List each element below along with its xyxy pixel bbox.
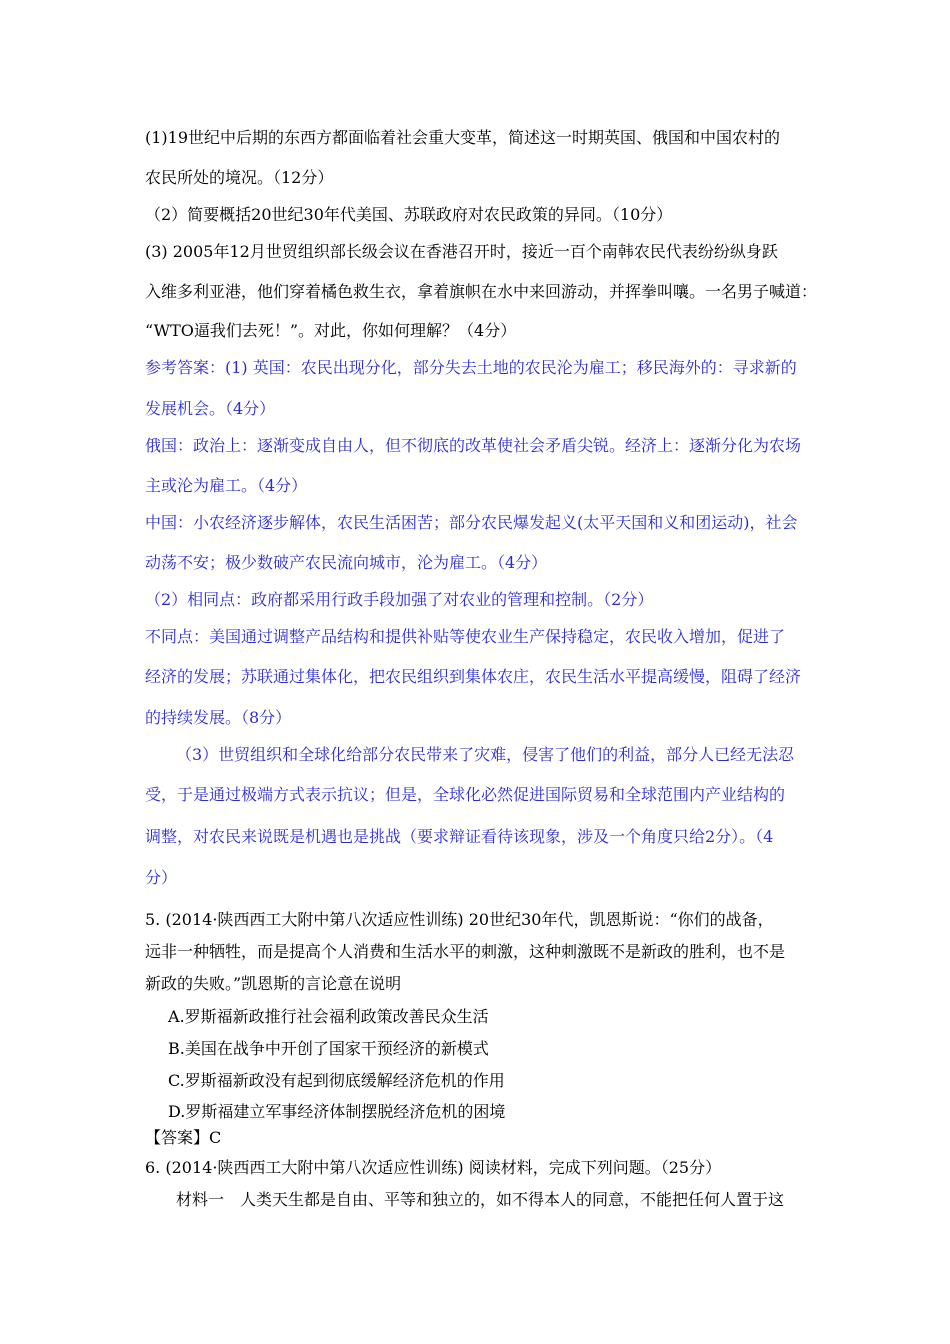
- answer-2-difference-line-3: 的持续发展。（8分）: [145, 708, 292, 727]
- question-2-line: （2）简要概括20世纪30年代美国、苏联政府对农民政策的异同。（10分）: [145, 205, 673, 224]
- option-b: B.美国在战争中开创了国家干预经济的新模式: [168, 1039, 489, 1058]
- answer-3-line-2: 受，于是通过极端方式表示抗议；但是，全球化必然促进国际贸易和全球范围内产业结构的: [145, 785, 786, 804]
- answer-1-england-line-2: 发展机会。（4分）: [145, 399, 276, 418]
- question-5-line-1: 5. (2014·陕西西工大附中第八次适应性训练) 20世纪30年代，凯恩斯说：“你们的战备，: [145, 910, 774, 929]
- answer-1-china-line-1: 中国：小农经济逐步解体，农民生活困苦；部分农民爆发起义(太平天国和义和团运动)，社会: [145, 513, 798, 532]
- answer-2-similarity: （2）相同点：政府都采用行政手段加强了对农业的管理和控制。（2分）: [145, 590, 654, 609]
- question-3-line-3: “WTO逼我们去死！”。对此，你如何理解？（4分）: [145, 321, 517, 340]
- question-5-line-3: 新政的失败。”凯恩斯的言论意在说明: [145, 974, 402, 993]
- option-a: A.罗斯福新政推行社会福利政策改善民众生活: [168, 1007, 489, 1026]
- answer-key: 【答案】C: [145, 1128, 222, 1147]
- material-1-line-1: 材料一 人类天生都是自由、平等和独立的，如不得本人的同意，不能把任何人置于这: [176, 1190, 785, 1209]
- question-5-line-2: 远非一种牺牲，而是提高个人消费和生活水平的刺激，这种刺激既不是新政的胜利，也不是: [145, 942, 786, 961]
- answer-2-difference-line-1: 不同点：美国通过调整产品结构和提供补贴等使农业生产保持稳定，农民收入增加，促进了: [145, 627, 786, 646]
- answer-3-line-1: （3）世贸组织和全球化给部分农民带来了灾难，侵害了他们的利益，部分人已经无法忍: [176, 745, 795, 764]
- answer-3-line-3: 调整，对农民来说既是机遇也是挑战（要求辩证看待该现象，涉及一个角度只给2分）。（4: [145, 827, 774, 846]
- option-c: C.罗斯福新政没有起到彻底缓解经济危机的作用: [168, 1071, 505, 1090]
- question-6-line-1: 6. (2014·陕西西工大附中第八次适应性训练) 阅读材料，完成下列问题。（25分）: [145, 1158, 722, 1177]
- answer-1-russia-line-1: 俄国：政治上：逐渐变成自由人，但不彻底的改革使社会矛盾尖锐。经济上：逐渐分化为农场: [145, 436, 802, 455]
- question-1-line-2: 农民所处的境况。（12分）: [145, 168, 334, 187]
- option-d: D.罗斯福建立军事经济体制摆脱经济危机的困境: [168, 1102, 506, 1121]
- answer-1-russia-line-2: 主或沦为雇工。（4分）: [145, 476, 308, 495]
- question-3-line-1: (3) 2005年12月世贸组织部长级会议在香港召开时，接近一百个南韩农民代表纷纷纵身跃: [145, 242, 778, 261]
- answer-1-england-line-1: 参考答案：(1) 英国：农民出现分化，部分失去土地的农民沦为雇工；移民海外的：寻求新的: [145, 358, 797, 377]
- answer-2-difference-line-2: 经济的发展；苏联通过集体化，把农民组织到集体农庄，农民生活水平提高缓慢，阻碍了经济: [145, 667, 802, 686]
- question-3-line-2: 入维多利亚港，他们穿着橘色救生衣，拿着旗帜在水中来回游动，并挥拳叫嚷。一名男子喊道：: [145, 282, 818, 301]
- question-1-line-1: (1)19世纪中后期的东西方都面临着社会重大变革，简述这一时期英国、俄国和中国农村的: [145, 128, 781, 147]
- answer-3-line-4: 分）: [145, 868, 178, 887]
- answer-1-china-line-2: 动荡不安；极少数破产农民流向城市，沦为雇工。（4分）: [145, 553, 548, 572]
